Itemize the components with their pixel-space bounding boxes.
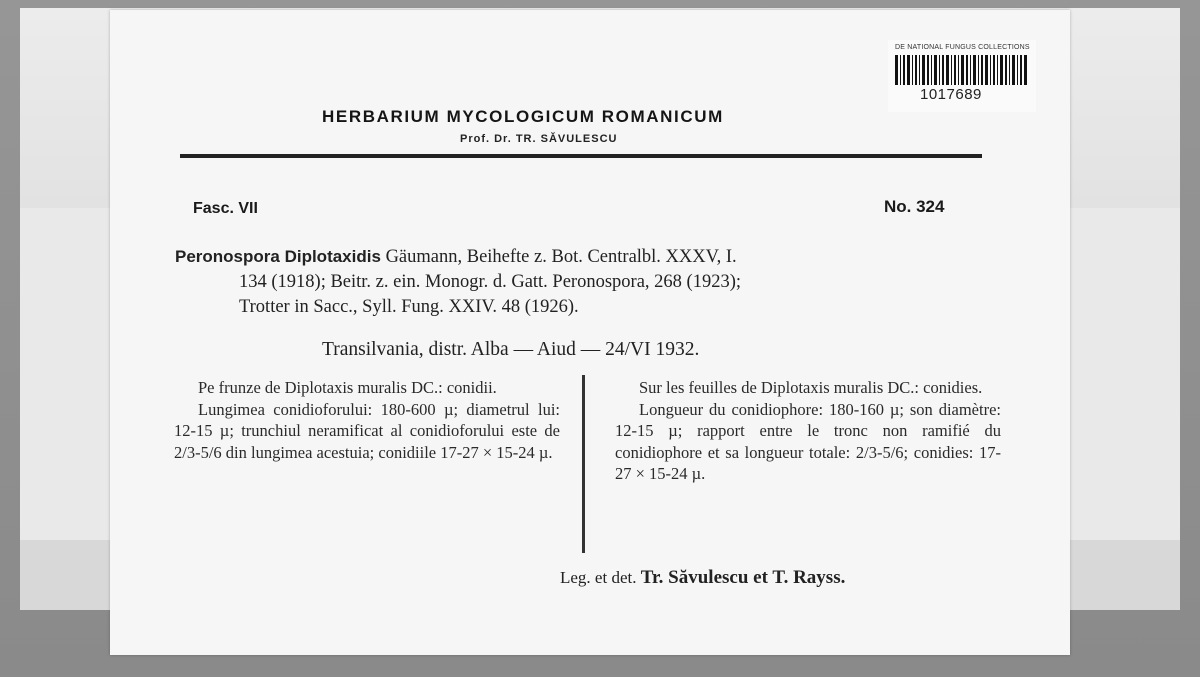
specimen-number: No. 324 — [884, 197, 945, 216]
column-divider — [582, 375, 585, 553]
citation-line-2: 134 (1918); Beitr. z. ein. Monogr. d. Gatt. Peronospora, 268 (1923); — [239, 272, 742, 292]
description-fr-paragraph-1: Sur les feuilles de Diplotaxis muralis DC.: conidies. — [639, 378, 983, 397]
description-fr-paragraph-2: Longueur du conidiophore: 180-160 µ; son diamètre: 12-15 µ; rapport entre le tronc non ramifié du conidiophore et sa longueur totale: 2/3-5/6; conidies: 17-27 × 15-24 µ. — [615, 399, 1001, 483]
citation-line-3: Trotter in Sacc., Syll. Fung. XXIV. 48 (1926). — [239, 297, 579, 317]
barcode-number: 1017689 — [920, 86, 982, 103]
species-citation — [175, 244, 995, 320]
description-french — [615, 377, 1001, 485]
collector-names: Tr. Săvulescu et T. Rayss. — [640, 567, 846, 588]
species-name: Peronospora Diplotaxidis — [175, 247, 381, 266]
herbarium-title: HERBARIUM MYCOLOGICUM ROMANICUM — [322, 107, 724, 126]
description-romanian — [174, 377, 560, 463]
herbarium-subtitle: Prof. Dr. TR. SĂVULESCU — [460, 133, 618, 145]
title-rule — [180, 154, 982, 158]
collector-line — [560, 567, 845, 589]
description-ro-paragraph-1: Pe frunze de Diplotaxis muralis DC.: conidii. — [198, 378, 497, 397]
barcode-caption: DE NATIONAL FUNGUS COLLECTIONS — [895, 44, 1030, 51]
locality: Transilvania, distr. Alba — Aiud — 24/VI 1932. — [322, 339, 700, 360]
barcode-icon — [895, 55, 1027, 85]
collector-prefix: Leg. et det. — [560, 568, 641, 587]
fascicle-label: Fasc. VII — [193, 200, 258, 217]
description-ro-paragraph-2: Lungimea conidioforului: 180-600 µ; diametrul lui: 12-15 µ; trunchiul neramificat al conidioforului este de 2/3-5/6 din lungimea acestuia; conidiile 17-27 × 15-24 µ. — [174, 399, 560, 462]
citation-line-1: Gäumann, Beihefte z. Bot. Centralbl. XXXV, I. — [380, 247, 737, 267]
